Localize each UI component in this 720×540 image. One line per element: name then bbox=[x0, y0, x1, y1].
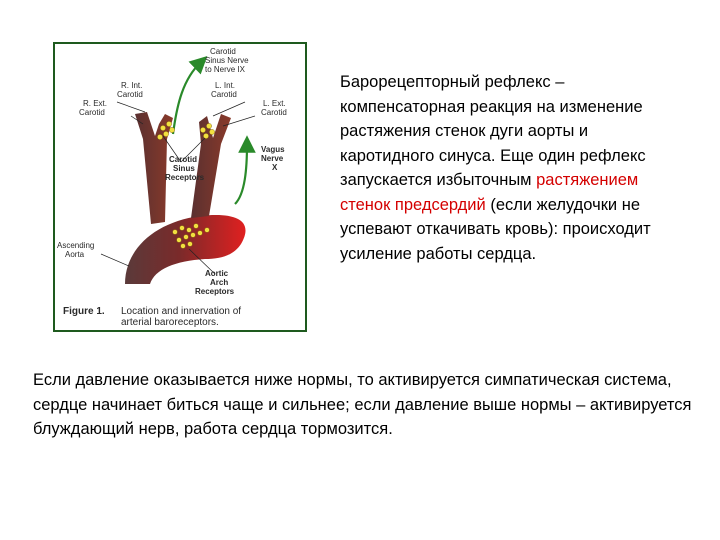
description-highlight: растяжением стенок предсердий bbox=[340, 171, 639, 214]
label-aortic-arch-receptors-2: Arch bbox=[210, 278, 229, 287]
label-l-int-carotid-2: Carotid bbox=[211, 90, 237, 99]
pressure-regulation-paragraph: Если давление оказывается ниже нормы, то активируется симпатическая система, сердце начинает биться чаще и сильнее; если давление выше нормы – активируется блуждающий нерв, работа сердца тормозится. bbox=[33, 371, 692, 438]
description-text-part-1: Барорецепторный рефлекс – компенсаторная реакция на изменение растяжения стенок дуги аорты и каротидного синуса. Еще один рефлекс запускается избыточным bbox=[340, 73, 646, 189]
label-ascending-aorta-2: Aorta bbox=[65, 250, 85, 259]
label-r-int-carotid-1: R. Int. bbox=[121, 81, 143, 90]
label-aortic-arch-receptors-1: Aortic bbox=[205, 269, 229, 278]
label-carotid-sinus-receptors-1: Carotid bbox=[169, 155, 197, 164]
label-vagus-nerve-1: Vagus bbox=[261, 145, 285, 154]
figure-caption-line-1: Location and innervation of bbox=[121, 306, 242, 317]
label-vagus-nerve-3: X bbox=[272, 163, 278, 172]
label-carotid-sinus-receptors-2: Sinus bbox=[173, 164, 195, 173]
description-text-part-2: (если желудочки не успевают откачивать кровь): происходит усиление работы сердца. bbox=[340, 195, 651, 263]
label-r-int-carotid-2: Carotid bbox=[117, 90, 143, 99]
figure-caption-line-2: arterial baroreceptors. bbox=[121, 317, 219, 328]
right-carotid-vessel bbox=[135, 112, 173, 224]
label-carotid-sinus-nerve-1: Carotid bbox=[210, 47, 236, 56]
label-l-ext-carotid-1: L. Ext. bbox=[263, 99, 286, 108]
label-carotid-sinus-receptors-3: Receptors bbox=[165, 173, 205, 182]
carotid-sinus-nerve bbox=[173, 62, 201, 134]
baroreceptor-diagram bbox=[55, 44, 305, 330]
label-aortic-arch-receptors-3: Receptors bbox=[195, 287, 235, 296]
baroreceptor-reflex-description bbox=[340, 70, 680, 266]
label-l-int-carotid-1: L. Int. bbox=[215, 81, 236, 90]
label-vagus-nerve-2: Nerve bbox=[261, 154, 284, 163]
baroreceptor-figure bbox=[53, 42, 307, 332]
label-r-ext-carotid-2: Carotid bbox=[79, 108, 105, 117]
label-carotid-sinus-nerve-3: to Nerve IX bbox=[205, 65, 246, 74]
vagus-nerve bbox=[235, 144, 247, 204]
label-carotid-sinus-nerve-2: Sinus Nerve bbox=[205, 56, 249, 65]
label-ascending-aorta-1: Ascending bbox=[57, 241, 95, 250]
figure-caption-label: Figure 1. bbox=[63, 306, 105, 317]
label-l-ext-carotid-2: Carotid bbox=[261, 108, 287, 117]
label-r-ext-carotid-1: R. Ext. bbox=[83, 99, 108, 108]
